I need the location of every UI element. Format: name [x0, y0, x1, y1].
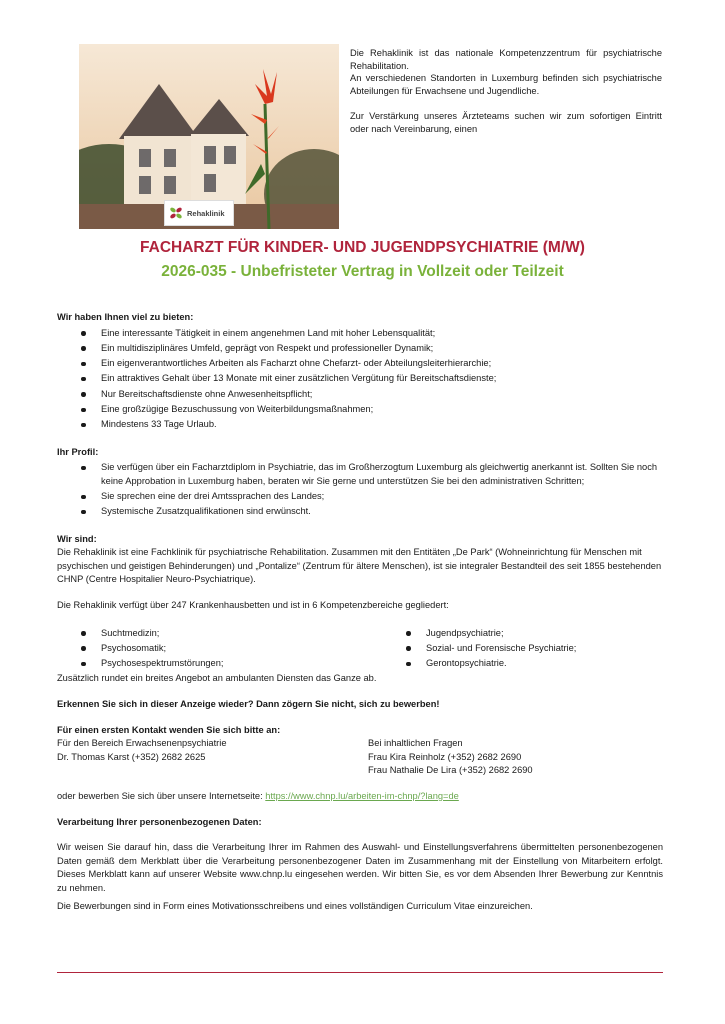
- list-item: Ein eigenverantwortliches Arbeiten als Facharzt ohne Chefarzt- oder Abteilungsleiterhierarchie;: [57, 357, 663, 371]
- list-item: Eine interessante Tätigkeit in einem angenehmen Land mit hoher Lebensqualität;: [57, 327, 663, 341]
- list-item: Systemische Zusatzqualifikationen sind erwünscht.: [57, 505, 663, 519]
- list-item: Gerontopsychiatrie.: [382, 657, 663, 671]
- offer-list: [57, 327, 663, 432]
- apply-link[interactable]: https://www.chnp.lu/arbeiten-im-chnp/?lang=de: [265, 790, 459, 801]
- contact-line: Bei inhaltlichen Fragen: [368, 738, 463, 749]
- contact-line: Frau Nathalie De Lira (+352) 2682 2690: [368, 765, 533, 776]
- contact-line: Für den Bereich Erwachsenenpsychiatrie: [57, 738, 227, 749]
- intro-paragraph-2: Zur Verstärkung unseres Ärzteteams suchen wir zum sofortigen Eintritt oder nach Vereinbarung, einen: [350, 111, 662, 134]
- job-subtitle: 2026-035 - Unbefristeter Vertrag in Vollzeit oder Teilzeit: [161, 263, 564, 280]
- intro-text: [350, 47, 662, 149]
- areas-list-right: [382, 627, 663, 673]
- privacy-text: Wir weisen Sie darauf hin, dass die Verarbeitung Ihrer im Rahmen des Auswahl- und Einstellungsverfahrens übermittelten personenbezogenen Daten gemäß dem Merkblatt über die Verarbeitung personenbezogener Daten im Zusammenhang mit der Einstellung von Mitarbeitern erfolgt. Dieses Merkblatt kann auf unserer Website www.chnp.lu eingesehen werden. Wir bitten Sie, es vor dem Absenden Ihrer Bewerbung zur Kenntnis zu nehmen.: [57, 842, 663, 893]
- privacy-heading: Verarbeitung Ihrer personenbezogenen Daten:: [57, 816, 262, 827]
- list-item: Jugendpsychiatrie;: [382, 627, 663, 641]
- list-item: Nur Bereitschaftsdienste ohne Anwesenheitspflicht;: [57, 388, 663, 402]
- list-item: Eine großzügige Bezuschussung von Weiterbildungsmaßnahmen;: [57, 403, 663, 417]
- closing-text: Die Bewerbungen sind in Form eines Motivationsschreibens und eines vollständigen Curriculum Vitae einzureichen.: [57, 900, 533, 911]
- list-item: Sie verfügen über ein Facharztdiplom in Psychiatrie, das im Großherzogtum Luxemburg als gleichwertig anerkannt ist. Sollten Sie noch keine Approbation in Luxemburg haben, beraten wir Sie gerne und unterstützen Sie bei den administrativen Schritten;: [57, 461, 663, 488]
- contact-heading: Für einen ersten Kontakt wenden Sie sich bitte an:: [57, 724, 281, 735]
- contact-left: [57, 737, 368, 778]
- competence-areas: [57, 625, 663, 673]
- logo-leaf-icon: [169, 206, 183, 220]
- areas-list-left: [57, 627, 382, 673]
- apply-line: [57, 790, 663, 804]
- logo-text: Rehaklinik: [187, 208, 225, 218]
- intro-paragraph-1: Die Rehaklinik ist das nationale Kompetenzzentrum für psychiatrische Rehabilitation. An verschiedenen Standorten in Luxemburg befinden sich psychiatrische Abteilungen für Erwachsene und Jugendliche.: [350, 48, 662, 96]
- beds-text: Die Rehaklinik verfügt über 247 Krankenhausbetten und ist in 6 Kompetenzbereiche gegliedert:: [57, 599, 449, 610]
- list-item: Ein multidisziplinäres Umfeld, geprägt von Respekt und professioneller Dynamik;: [57, 342, 663, 356]
- main-content: [57, 311, 663, 913]
- contact-line: Dr. Thomas Karst (+352) 2682 2625: [57, 751, 206, 762]
- about-heading: Wir sind:: [57, 533, 97, 544]
- list-item: Sozial- und Forensische Psychiatrie;: [382, 642, 663, 656]
- contact-block: [57, 737, 663, 778]
- profile-list: [57, 461, 663, 519]
- list-item: Psychosespektrumstörungen;: [57, 657, 382, 671]
- list-item: Ein attraktives Gehalt über 13 Monate mit einer zusätzlichen Vergütung für Bereitschaftsdienste;: [57, 372, 663, 386]
- contact-line: Frau Kira Reinholz (+352) 2682 2690: [368, 751, 522, 762]
- apply-text: oder bewerben Sie sich über unsere Internetseite:: [57, 790, 266, 801]
- call-to-action: Erkennen Sie sich in dieser Anzeige wieder? Dann zögern Sie nicht, sich zu bewerben!: [57, 699, 440, 709]
- list-item: Suchtmedizin;: [57, 627, 382, 641]
- job-title: FACHARZT FÜR KINDER- UND JUGENDPSYCHIATRIE (M/W): [140, 239, 585, 256]
- footer-divider: [57, 972, 663, 973]
- rehaklinik-logo: [164, 200, 234, 226]
- offer-heading: Wir haben Ihnen viel zu bieten:: [57, 312, 194, 322]
- extra-text: Zusätzlich rundet ein breites Angebot an ambulanten Diensten das Ganze ab.: [57, 673, 377, 684]
- about-text: Die Rehaklinik ist eine Fachklinik für psychiatrische Rehabilitation. Zusammen mit den Entitäten „De Park“ (Wohneinrichtung für Menschen mit psychischen und geistigen Behinderungen) und „Pontalize“ (Zentrum für ältere Menschen), ist sie integraler Bestandteil des seit 1855 bestehenden CHNP (Centre Hospitalier Neuro-Psychiatrique).: [57, 547, 662, 585]
- profile-heading: Ihr Profil:: [57, 446, 99, 457]
- list-item: Sie sprechen eine der drei Amtssprachen des Landes;: [57, 490, 663, 504]
- contact-right: [368, 737, 533, 778]
- header-photo: [79, 44, 339, 229]
- list-item: Mindestens 33 Tage Urlaub.: [57, 418, 663, 432]
- list-item: Psychosomatik;: [57, 642, 382, 656]
